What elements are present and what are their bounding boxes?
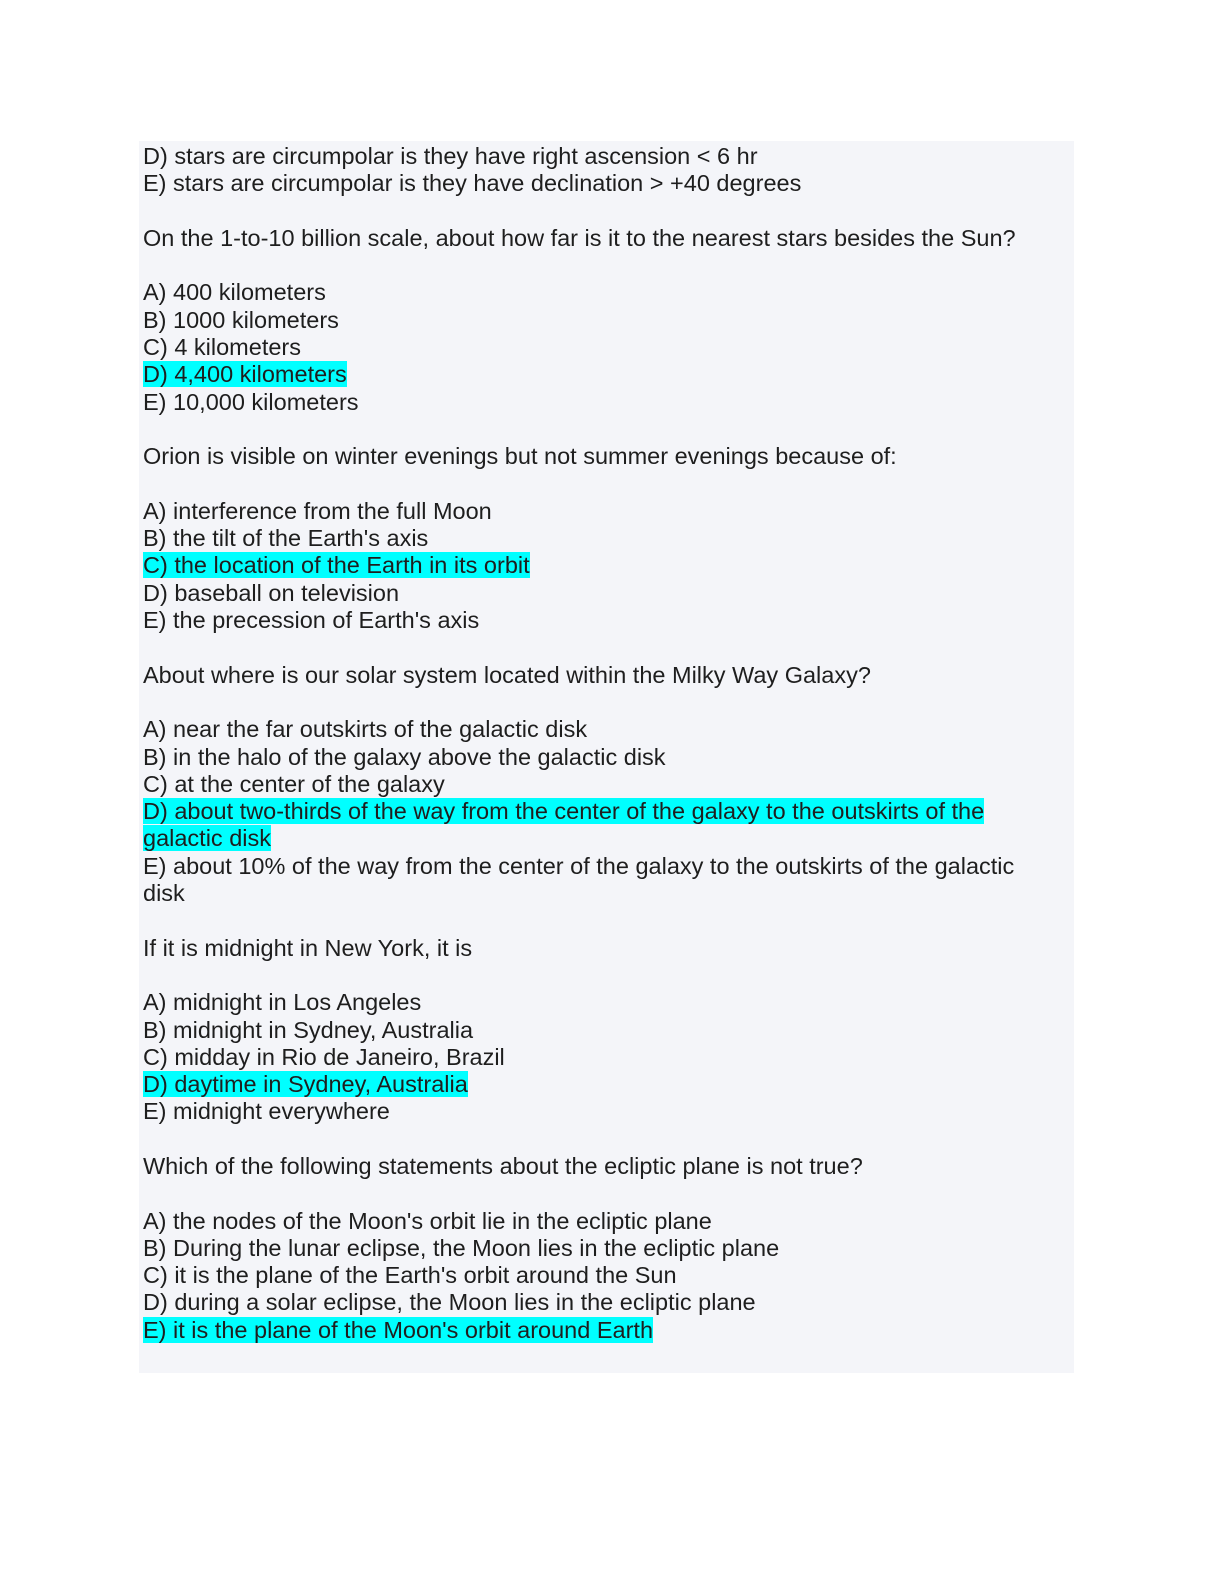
option-a: A) interference from the full Moon [143, 497, 492, 524]
question-block-2 [143, 443, 1043, 634]
question-block-1 [143, 225, 1043, 416]
option-e: E) the precession of Earth's axis [143, 607, 480, 634]
option-a: A) the nodes of the Moon's orbit lie in the ecliptic plane [143, 1207, 712, 1234]
option-c-answer [143, 552, 1043, 579]
previous-question-options [143, 143, 1043, 198]
question-text: On the 1-to-10 billion scale, about how far is it to the nearest stars besides the Sun? [143, 224, 1016, 251]
answer-highlight: E) it is the plane of the Moon's orbit around Earth [143, 1316, 654, 1343]
document-content [143, 143, 1043, 1344]
answer-highlight: D) 4,400 kilometers [143, 361, 347, 388]
answer-highlight: D) daytime in Sydney, Australia [143, 1071, 468, 1098]
option-c: C) at the center of the galaxy [143, 770, 445, 797]
option-d: D) baseball on television [143, 579, 400, 606]
option-a: A) near the far outskirts of the galactic disk [143, 716, 588, 743]
option-b: B) in the halo of the galaxy above the galactic disk [143, 743, 666, 770]
option-e: E) 10,000 kilometers [143, 388, 359, 415]
option-d: D) during a solar eclipse, the Moon lies in the ecliptic plane [143, 1289, 756, 1316]
option-d-answer [143, 361, 1043, 388]
question-block-4 [143, 935, 1043, 1126]
option-c: C) it is the plane of the Earth's orbit around the Sun [143, 1262, 677, 1289]
option-d-answer [143, 798, 1003, 853]
question-text: Orion is visible on winter evenings but not summer evenings because of: [143, 443, 897, 470]
option-c: C) midday in Rio de Janeiro, Brazil [143, 1043, 505, 1070]
option-d: D) stars are circumpolar is they have right ascension < 6 hr [143, 143, 758, 169]
option-b: B) the tilt of the Earth's axis [143, 525, 429, 552]
option-b: B) 1000 kilometers [143, 306, 339, 333]
question-block-3 [143, 662, 1043, 908]
option-a: A) 400 kilometers [143, 279, 326, 306]
option-b: B) During the lunar eclipse, the Moon lies in the ecliptic plane [143, 1234, 780, 1261]
question-text: If it is midnight in New York, it is [143, 934, 473, 961]
answer-highlight: D) about two-thirds of the way from the center of the galaxy to the outskirts of the galactic disk [143, 798, 985, 852]
question-text: About where is our solar system located within the Milky Way Galaxy? [143, 661, 871, 688]
option-d-answer [143, 1071, 1043, 1098]
option-e: E) about 10% of the way from the center of the galaxy to the outskirts of the galactic disk [143, 852, 1015, 907]
option-e-answer [143, 1317, 1043, 1344]
answer-highlight: C) the location of the Earth in its orbit [143, 552, 530, 579]
question-text: Which of the following statements about the ecliptic plane is not true? [143, 1152, 863, 1179]
option-a: A) midnight in Los Angeles [143, 989, 422, 1016]
option-b: B) midnight in Sydney, Australia [143, 1016, 474, 1043]
question-block-5 [143, 1153, 1043, 1344]
option-c: C) 4 kilometers [143, 334, 302, 361]
option-e: E) midnight everywhere [143, 1098, 390, 1125]
option-e: E) stars are circumpolar is they have declination > +40 degrees [143, 170, 802, 197]
